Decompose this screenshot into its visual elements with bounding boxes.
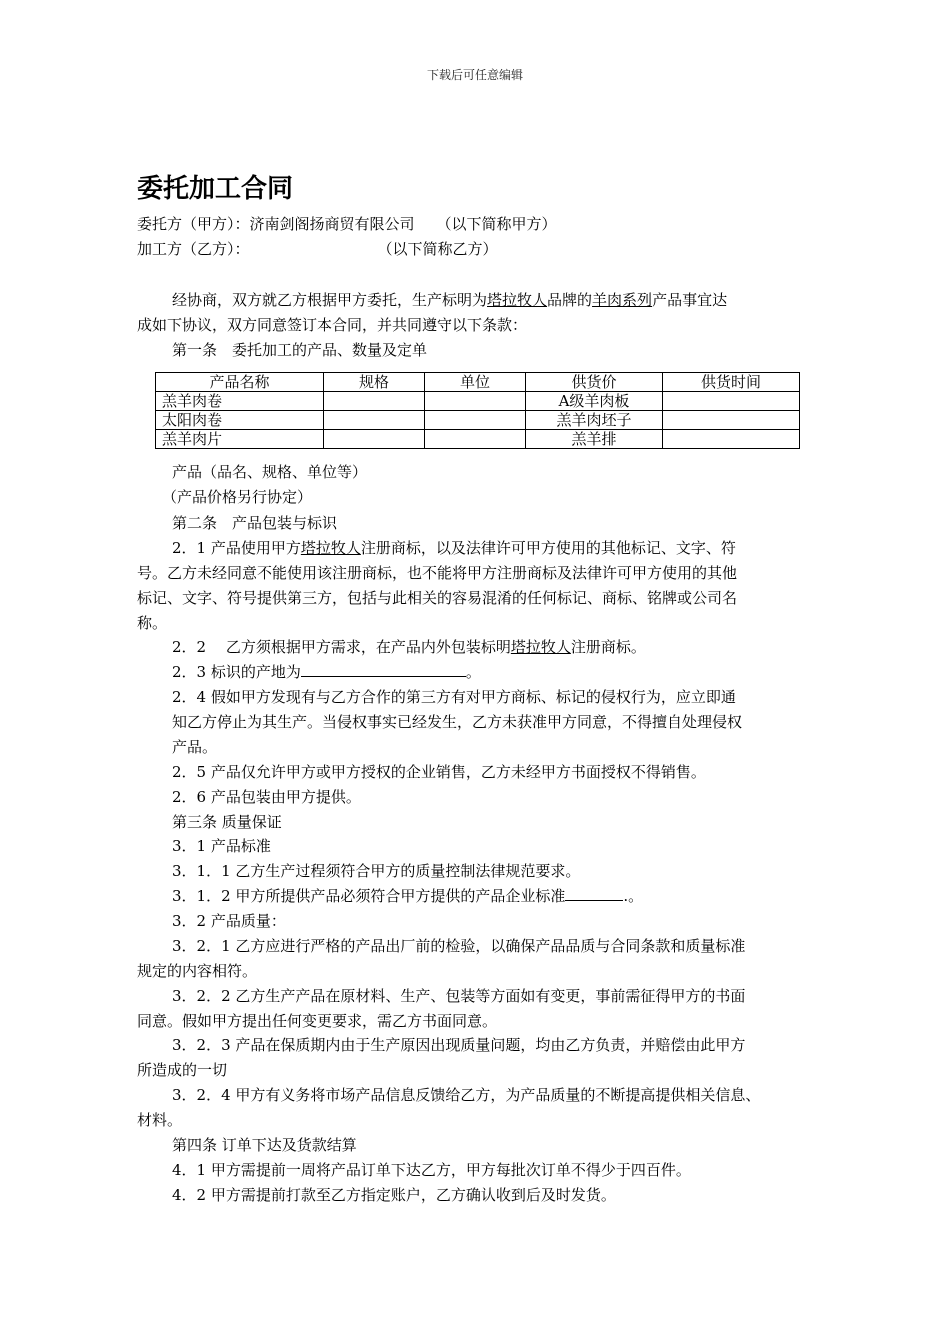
clause-2-6: 2．6 产品包装由甲方提供。 xyxy=(172,788,361,806)
clause-2-1-line-2: 号。乙方未经同意不能使用该注册商标，也不能将甲方注册商标及法律许可甲方使用的其他 xyxy=(137,564,738,582)
table-row xyxy=(156,430,800,449)
table-row xyxy=(156,411,800,430)
product-table xyxy=(155,372,800,449)
party-a-short: （以下简称甲方） xyxy=(436,215,557,233)
clause-3-1-1: 3．1．1 乙方生产过程须符合甲方的质量控制法律规范要求。 xyxy=(172,862,581,880)
col-header: 供货价 xyxy=(526,373,663,392)
intro-text: 产品事宜达 xyxy=(652,291,728,309)
clause-2-1 xyxy=(172,538,736,558)
clause-3-1-2 xyxy=(172,886,643,906)
brand-name: 塔拉牧人 xyxy=(300,539,361,557)
clause-2-2 xyxy=(172,637,646,657)
clause-text: .。 xyxy=(623,887,644,905)
col-header: 规格 xyxy=(324,373,425,392)
col-header: 产品名称 xyxy=(156,373,324,392)
clause-2-3 xyxy=(172,662,481,682)
clause-text: 3．1．2 甲方所提供产品必须符合甲方提供的产品企业标准 xyxy=(172,887,566,905)
table-cell: 羔羊肉片 xyxy=(156,430,324,449)
intro-text: 品牌的 xyxy=(547,291,593,309)
clause-3-2-1-line-2: 规定的内容相符。 xyxy=(137,962,258,980)
clause-3-2-2-line-1: 3．2．2 乙方生产产品在原材料、生产、包装等方面如有变更，事前需征得甲方的书面 xyxy=(172,987,746,1005)
party-a-line xyxy=(137,214,557,234)
clause-text: 。 xyxy=(465,663,481,681)
article-1-title: 第一条 委托加工的产品、数量及定单 xyxy=(172,341,428,359)
table-cell xyxy=(324,430,425,449)
col-header: 单位 xyxy=(425,373,526,392)
table-cell xyxy=(425,392,526,411)
intro-text: 经协商，双方就乙方根据甲方委托，生产标明为 xyxy=(172,291,488,309)
party-a-label: 委托方（甲方）： xyxy=(137,215,250,233)
standard-blank-field[interactable] xyxy=(565,886,623,901)
table-cell xyxy=(663,392,800,411)
table-cell xyxy=(324,392,425,411)
clause-4-1: 4．1 甲方需提前一周将产品订单下达乙方，甲方每批次订单不得少于四百件。 xyxy=(172,1161,691,1179)
clause-text: 2．1 产品使用甲方 xyxy=(172,539,301,557)
origin-blank-field[interactable] xyxy=(301,662,466,677)
table-row xyxy=(156,392,800,411)
clause-3-2-4-line-2: 材料。 xyxy=(137,1111,183,1129)
table-cell xyxy=(425,411,526,430)
clause-2-5: 2．5 产品仅允许甲方或甲方授权的企业销售，乙方未经甲方书面授权不得销售。 xyxy=(172,763,706,781)
series-name: 羊肉系列 xyxy=(592,291,653,309)
table-header-row xyxy=(156,373,800,392)
intro-line-2: 成如下协议，双方同意签订本合同，并共同遵守以下条款： xyxy=(137,316,528,334)
brand-name: 塔拉牧人 xyxy=(487,291,548,309)
clause-4-2: 4．2 甲方需提前打款至乙方指定账户，乙方确认收到后及时发货。 xyxy=(172,1186,616,1204)
brand-name: 塔拉牧人 xyxy=(510,638,571,656)
clause-3-2-1-line-1: 3．2．1 乙方应进行严格的产品出厂前的检验，以确保产品品质与合同条款和质量标准 xyxy=(172,937,746,955)
clause-3-2-3-line-2: 所造成的一切 xyxy=(137,1061,228,1079)
clause-3-2-2-line-2: 同意。假如甲方提出任何变更要求，需乙方书面同意。 xyxy=(137,1012,498,1030)
clause-3-2-4-line-1: 3．2．4 甲方有义务将市场产品信息反馈给乙方，为产品质量的不断提高提供相关信息、 xyxy=(172,1086,761,1104)
clause-2-1-line-4: 称。 xyxy=(137,614,168,632)
col-header: 供货时间 xyxy=(663,373,800,392)
table-cell xyxy=(324,411,425,430)
clause-3-2: 3．2 产品质量： xyxy=(172,912,286,930)
party-b-short: （以下简称乙方） xyxy=(377,240,498,258)
clause-3-1: 3．1 产品标准 xyxy=(172,837,271,855)
party-a-name: 济南剑阁扬商贸有限公司 xyxy=(249,215,415,233)
table-cell: A级羊肉板 xyxy=(526,392,663,411)
clause-3-2-3-line-1: 3．2．3 产品在保质期内由于生产原因出现质量问题，均由乙方负责，并赔偿由此甲方 xyxy=(172,1036,746,1054)
article-3-title: 第三条 质量保证 xyxy=(172,813,282,831)
clause-text: 注册商标，以及法律许可甲方使用的其他标记、文字、符 xyxy=(360,539,736,557)
table-cell: 羔羊排 xyxy=(526,430,663,449)
clause-text: 2．3 标识的产地为 xyxy=(172,663,301,681)
table-cell xyxy=(425,430,526,449)
article-4-title: 第四条 订单下达及货款结算 xyxy=(172,1136,357,1154)
clause-2-4-line-1: 2．4 假如甲方发现有与乙方合作的第三方有对甲方商标、标记的侵权行为，应立即通 xyxy=(172,688,736,706)
clause-2-4-line-2: 知乙方停止为其生产。当侵权事实已经发生，乙方未获准甲方同意，不得擅自处理侵权 xyxy=(172,713,743,731)
party-b-line xyxy=(137,239,498,259)
contract-title: 委托加工合同 xyxy=(137,174,294,204)
intro-line-1 xyxy=(172,290,727,310)
party-b-label: 加工方（乙方）： xyxy=(137,240,250,258)
clause-2-1-line-3: 标记、文字、符号提供第三方，包括与此相关的容易混淆的任何标记、商标、铭牌或公司名 xyxy=(137,589,738,607)
clause-text: 注册商标。 xyxy=(570,638,646,656)
table-cell: 太阳肉卷 xyxy=(156,411,324,430)
page-header: 下载后可任意编辑 xyxy=(426,68,523,82)
table-cell xyxy=(663,430,800,449)
clause-text: 2．2 乙方须根据甲方需求，在产品内外包装标明 xyxy=(172,638,511,656)
clause-2-4-line-3: 产品。 xyxy=(172,738,218,756)
article-2-title: 第二条 产品包装与标识 xyxy=(172,514,338,532)
table-cell xyxy=(663,411,800,430)
table-cell: 羔羊肉卷 xyxy=(156,392,324,411)
after-table-note-1: 产品（品名、规格、单位等） xyxy=(172,463,368,481)
after-table-note-2: （产品价格另行协定） xyxy=(162,488,313,506)
table-cell: 羔羊肉坯子 xyxy=(526,411,663,430)
